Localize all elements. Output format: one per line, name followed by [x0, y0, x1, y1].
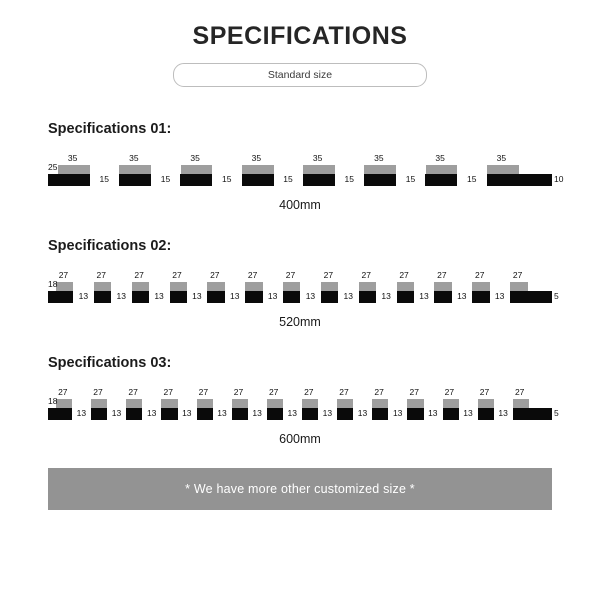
segment-value-label: 35 [67, 153, 78, 163]
spec-segment-row-01 [48, 153, 552, 174]
segment-value-label: 27 [247, 270, 258, 280]
segment-value-label: 35 [129, 153, 139, 163]
ruler-segment [364, 165, 396, 174]
spec-block-02 [0, 238, 600, 329]
spec-block-01 [0, 121, 600, 212]
gap-value-label: 13 [498, 408, 508, 418]
segment-value-label: 27 [304, 387, 314, 397]
segment-value-label: 27 [399, 270, 409, 280]
ruler-segment [472, 282, 489, 291]
segment-value-label: 27 [198, 387, 209, 397]
spec-ruler-01 [48, 153, 564, 212]
ruler-segment [56, 282, 73, 291]
gap-value-label: 15 [405, 174, 416, 184]
gap-value-label: 13 [343, 291, 354, 301]
segment-value-label: 27 [437, 270, 447, 280]
ruler-segment [170, 282, 187, 291]
gap-value-label: 15 [222, 174, 232, 184]
spec-bar-01 [48, 162, 564, 186]
end-value-label: 5 [554, 291, 559, 301]
ruler-segment [397, 282, 414, 291]
segment-value-label: 27 [512, 270, 523, 280]
ruler-segment [181, 165, 213, 174]
segment-value-label: 27 [339, 387, 349, 397]
ruler-segment [58, 165, 90, 174]
gap-value-label: 13 [230, 291, 240, 301]
spec-length-01: 400mm [279, 198, 321, 212]
spec-heading-01: Specifications 01: [48, 121, 172, 137]
ruler-segment [245, 282, 262, 291]
segment-value-label: 27 [475, 270, 485, 280]
end-value-label: 10 [554, 174, 564, 184]
customized-size-note-label: * We have more other customized size * [185, 482, 415, 496]
spec-block-03 [0, 355, 600, 446]
end-value-label: 5 [554, 408, 559, 418]
start-value-label: 18 [48, 279, 58, 289]
segment-value-label: 27 [361, 270, 371, 280]
ruler-segment [132, 282, 149, 291]
ruler-segment [372, 399, 388, 408]
gap-value-label: 13 [78, 291, 89, 301]
gap-value-label: 13 [146, 408, 157, 418]
gap-value-label: 13 [357, 408, 368, 418]
segment-value-label: 27 [128, 387, 138, 397]
spec-bar-02 [48, 279, 559, 303]
segment-value-label: 27 [374, 387, 384, 397]
ruler-segment [321, 282, 338, 291]
ruler-segment [487, 165, 519, 174]
gap-value-label: 13 [494, 291, 505, 301]
page-title: SPECIFICATIONS [192, 22, 408, 50]
gap-value-label: 13 [428, 408, 438, 418]
gap-value-label: 13 [111, 408, 122, 418]
gap-value-label: 13 [267, 291, 278, 301]
segment-value-label: 27 [409, 387, 419, 397]
spec-ruler-03 [48, 387, 559, 446]
segment-value-label: 27 [93, 387, 103, 397]
segment-value-label: 35 [374, 153, 384, 163]
spec-segment-row-02 [48, 270, 552, 291]
gap-value-label: 13 [305, 291, 316, 301]
ruler-segment [443, 399, 459, 408]
segment-value-label: 27 [134, 270, 144, 280]
standard-size-badge-label: Standard size [267, 69, 333, 81]
segment-value-label: 27 [268, 387, 279, 397]
gap-value-label: 15 [283, 174, 293, 184]
gap-value-label: 13 [116, 291, 126, 301]
segment-value-label: 27 [58, 387, 68, 397]
ruler-segment [119, 165, 151, 174]
spec-length-03: 600mm [279, 432, 321, 446]
segment-value-label: 27 [96, 270, 107, 280]
spec-bar-03 [48, 396, 559, 420]
ruler-segment [478, 399, 494, 408]
ruler-segment [510, 282, 527, 291]
ruler-segment [359, 282, 376, 291]
gap-value-label: 13 [217, 408, 227, 418]
ruler-segment [302, 399, 318, 408]
gap-value-label: 13 [463, 408, 473, 418]
ruler-segment [407, 399, 423, 408]
gap-value-label: 15 [344, 174, 355, 184]
ruler-segment [242, 165, 274, 174]
gap-value-label: 13 [419, 291, 429, 301]
ruler-segment [283, 282, 300, 291]
standard-size-badge [173, 63, 427, 87]
segment-value-label: 27 [58, 270, 69, 280]
ruler-segment [337, 399, 353, 408]
gap-value-label: 13 [154, 291, 164, 301]
segment-value-label: 35 [312, 153, 323, 163]
segment-value-label: 27 [323, 270, 334, 280]
gap-value-label: 15 [99, 174, 110, 184]
ruler-segment [91, 399, 107, 408]
segment-value-label: 27 [479, 387, 490, 397]
gap-value-label: 13 [287, 408, 297, 418]
gap-value-label: 13 [322, 408, 333, 418]
gap-value-label: 13 [381, 291, 391, 301]
gap-value-label: 13 [457, 291, 467, 301]
ruler-segment [303, 165, 335, 174]
gap-value-label: 13 [192, 291, 202, 301]
gap-value-label: 13 [392, 408, 403, 418]
spec-ruler-02 [48, 270, 559, 329]
spec-segment-row-03 [48, 387, 552, 408]
gap-value-label: 13 [252, 408, 262, 418]
segment-value-label: 27 [172, 270, 182, 280]
start-value-label: 18 [48, 396, 58, 406]
segment-value-label: 27 [444, 387, 455, 397]
gap-value-label: 13 [76, 408, 87, 418]
ruler-segment [94, 282, 111, 291]
ruler-segment [161, 399, 177, 408]
ruler-segment [126, 399, 142, 408]
spec-heading-03: Specifications 03: [48, 355, 172, 371]
segment-value-label: 35 [496, 153, 507, 163]
segment-value-label: 27 [285, 270, 296, 280]
spec-heading-02: Specifications 02: [48, 238, 172, 254]
segment-value-label: 27 [233, 387, 244, 397]
segment-value-label: 35 [190, 153, 200, 163]
ruler-segment [56, 399, 72, 408]
customized-size-note [48, 468, 552, 510]
ruler-segment [513, 399, 529, 408]
segment-value-label: 27 [514, 387, 525, 397]
segment-value-label: 27 [210, 270, 220, 280]
ruler-segment [426, 165, 458, 174]
ruler-segment [197, 399, 213, 408]
ruler-segment [232, 399, 248, 408]
ruler-segment [267, 399, 283, 408]
badge-row [0, 63, 600, 87]
spec-length-02: 520mm [279, 315, 321, 329]
start-value-label: 25 [48, 162, 58, 172]
segment-value-label: 35 [251, 153, 262, 163]
gap-value-label: 15 [467, 174, 477, 184]
ruler-segment [434, 282, 451, 291]
ruler-segment [207, 282, 224, 291]
segment-value-label: 35 [435, 153, 445, 163]
gap-value-label: 13 [182, 408, 192, 418]
gap-value-label: 15 [160, 174, 171, 184]
segment-value-label: 27 [163, 387, 173, 397]
